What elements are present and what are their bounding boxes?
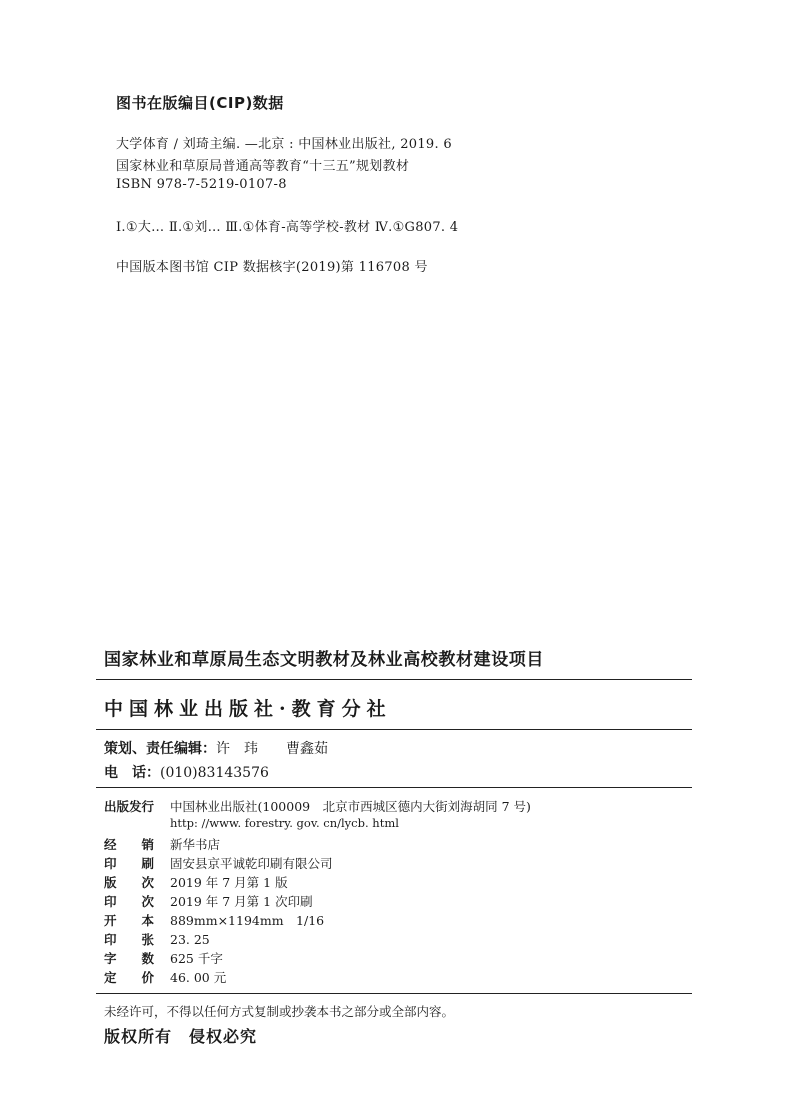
cip-number-line: 中国版本图书馆 CIP 数据核字(2019)第 116708 号 [116,260,428,275]
cip-bibliographic-line: 大学体育 / 刘琦主编. —北京 : 中国林业出版社, 2019. 6 [116,137,452,152]
detail-label: 印 张 [104,932,155,947]
detail-row-word-count [104,949,223,967]
detail-row-distribution [104,797,531,815]
details-divider [96,787,692,788]
detail-label: 字 数 [104,951,155,966]
detail-value: 中国林业出版社(100009 北京市西城区德内大街刘海胡同 7 号) [170,799,531,814]
detail-label: 经 销 [104,837,155,852]
detail-value: 889mm×1194mm 1/16 [170,913,325,928]
cip-series-line: 国家林业和草原局普通高等教育“十三五”规划教材 [116,159,410,174]
detail-value: 625 千字 [170,951,223,966]
project-title: 国家林业和草原局生态文明教材及林业高校教材建设项目 [104,650,544,670]
cip-isbn-line: ISBN 978-7-5219-0107-8 [116,177,287,192]
editors-label: 策划、责任编辑： [104,741,216,757]
editors-line [104,738,328,758]
detail-value: 固安县京平诚乾印刷有限公司 [170,856,333,871]
phone-label: 电 话： [104,765,160,781]
cip-title: 图书在版编目(CIP)数据 [116,94,284,112]
detail-value: 2019 年 7 月第 1 版 [170,875,288,890]
detail-label: 版 次 [104,875,155,890]
detail-value: 23. 25 [170,932,210,947]
detail-label: 印 刷 [104,856,155,871]
rights-reserved: 版权所有 侵权必究 [104,1027,258,1046]
detail-row-edition [104,873,288,891]
detail-label: 印 次 [104,894,155,909]
detail-row-price [104,968,226,986]
detail-label: 定 价 [104,970,155,985]
detail-value: 2019 年 7 月第 1 次印刷 [170,894,313,909]
detail-row-sheets [104,930,210,948]
copyright-notice: 未经许可，不得以任何方式复制或抄袭本书之部分或全部内容。 [104,1004,455,1019]
editors-value: 许 玮 曹鑫茹 [216,741,328,757]
detail-value: 新华书店 [170,837,221,852]
detail-row-format [104,911,324,929]
cip-classification-line: Ⅰ.①大… Ⅱ.①刘… Ⅲ.①体育-高等学校-教材 Ⅳ.①G807. 4 [116,220,459,235]
phone-line [104,762,269,782]
detail-row-printing [104,892,313,910]
top-divider [96,679,692,680]
detail-row-printer [104,854,333,872]
publisher-name: 中国林业出版社·教育分社 [104,698,392,720]
detail-row-sales [104,835,220,853]
detail-label: 开 本 [104,913,155,928]
publisher-divider [96,729,692,730]
detail-label: 出版发行 [104,799,155,814]
detail-value: 46. 00 元 [170,970,227,985]
notice-divider [96,993,692,994]
phone-value: (010)83143576 [160,765,269,781]
publisher-url: http: //www. forestry. gov. cn/lycb. html [170,816,399,830]
